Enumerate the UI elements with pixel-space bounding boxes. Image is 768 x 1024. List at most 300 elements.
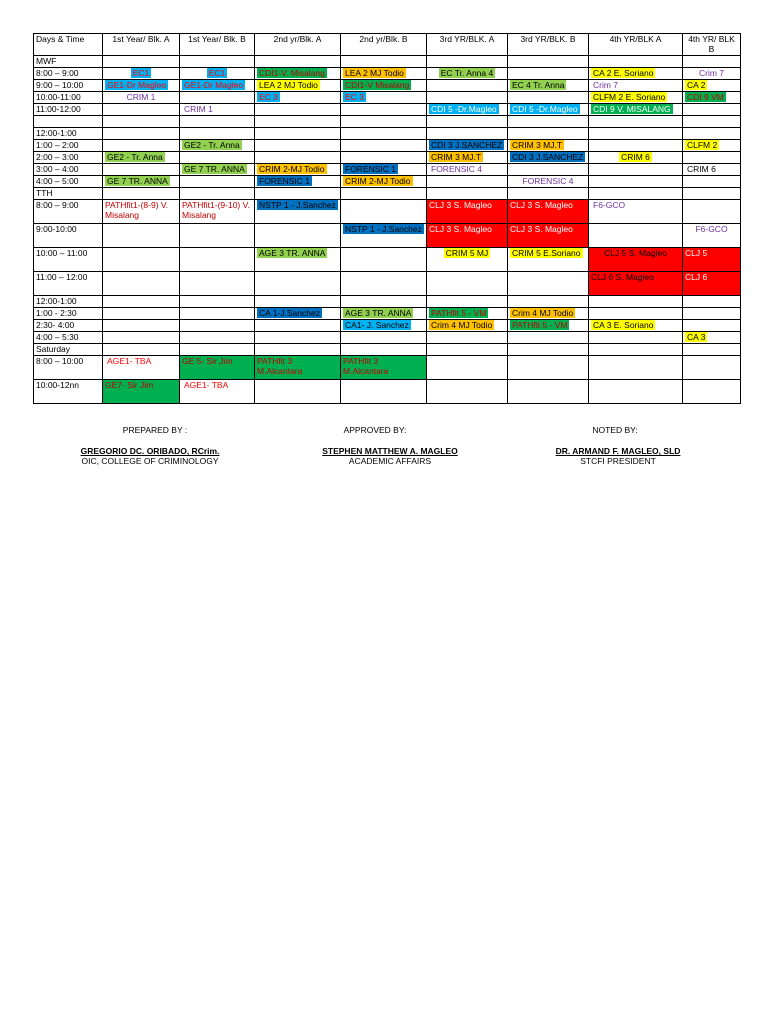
schedule-cell (589, 356, 683, 380)
schedule-cell: CLJ 6 S. Magleo (589, 272, 683, 296)
schedule-cell (255, 128, 341, 140)
schedule-cell (255, 56, 341, 68)
schedule-table (33, 33, 741, 404)
class-label: F6-GCO (593, 200, 626, 210)
schedule-cell (103, 344, 180, 356)
table-row (34, 344, 741, 356)
schedule-cell (683, 200, 741, 224)
table-row (34, 188, 741, 200)
schedule-cell (180, 92, 255, 104)
schedule-cell (683, 104, 741, 116)
schedule-cell (103, 296, 180, 308)
header-column-5: 3rd YR/BLK. A (427, 34, 508, 56)
approved-title: ACADEMIC AFFAIRS (348, 456, 432, 466)
schedule-cell (180, 188, 255, 200)
class-label: CRIM 3 MJ.T (431, 152, 482, 162)
schedule-cell: CLJ 6 (683, 272, 741, 296)
schedule-cell (683, 140, 741, 152)
class-label: CRIM 3 MJ.T (512, 140, 563, 150)
schedule-cell (683, 164, 741, 176)
schedule-cell (508, 356, 589, 380)
table-row (34, 176, 741, 188)
schedule-cell (180, 380, 255, 404)
schedule-cell (589, 332, 683, 344)
schedule-cell (341, 344, 427, 356)
schedule-cell (427, 116, 508, 128)
schedule-cell (589, 224, 683, 248)
prepared-signature (60, 446, 240, 466)
schedule-cell (427, 80, 508, 92)
time-cell: 11:00 – 12:00 (34, 272, 103, 296)
class-label: CDI1-V Misalang (345, 80, 410, 90)
schedule-cell: GE7- Sir Jim (103, 380, 180, 404)
schedule-cell (508, 56, 589, 68)
schedule-cell (255, 92, 341, 104)
schedule-cell (508, 296, 589, 308)
schedule-cell (103, 332, 180, 344)
schedule-cell (180, 320, 255, 332)
schedule-cell (103, 320, 180, 332)
header-column-3: 2nd yr/Blk. A (255, 34, 341, 56)
schedule-cell (255, 140, 341, 152)
schedule-cell (103, 104, 180, 116)
schedule-cell (103, 356, 180, 380)
prepared-name: GREGORIO DC. ORIBADO, RCrim. (80, 446, 220, 456)
schedule-cell (255, 320, 341, 332)
schedule-cell (427, 140, 508, 152)
schedule-cell: CLJ 3 S. Magleo (427, 224, 508, 248)
schedule-cell (508, 116, 589, 128)
class-label: FORENSIC 4 (431, 164, 483, 174)
schedule-cell (255, 296, 341, 308)
class-label: AGE 3 TR. ANNA (345, 308, 412, 318)
schedule-cell (683, 380, 741, 404)
schedule-cell (683, 128, 741, 140)
schedule-cell (589, 380, 683, 404)
class-label: Crim 7 (698, 68, 725, 78)
schedule-cell (341, 200, 427, 224)
schedule-cell: PATHfit 3 M.Alcantara (255, 356, 341, 380)
header-column-2: 1st Year/ Blk. B (180, 34, 255, 56)
time-cell: 4:00 – 5:30 (34, 332, 103, 344)
time-cell: Saturday (34, 344, 103, 356)
table-row (34, 248, 741, 272)
schedule-cell (683, 332, 741, 344)
class-label: CA 3 (687, 332, 706, 342)
time-cell: 8:00 – 9:00 (34, 68, 103, 80)
schedule-cell (341, 224, 427, 248)
schedule-cell (508, 344, 589, 356)
schedule-cell (427, 104, 508, 116)
schedule-cell (427, 176, 508, 188)
class-label: GE1-Dr Magleo (107, 80, 167, 90)
schedule-cell (341, 296, 427, 308)
approved-signature (300, 446, 480, 466)
class-label: CRIM 6 (687, 164, 716, 174)
class-label: GE 7 TR. ANNA (107, 176, 168, 186)
schedule-cell: GE 5- Sir Jim (180, 356, 255, 380)
class-label: CRIM 6 (621, 152, 650, 162)
schedule-cell (103, 188, 180, 200)
schedule-cell (341, 116, 427, 128)
class-label: FORENSIC 4 (522, 176, 574, 186)
time-cell: 11:00-12:00 (34, 104, 103, 116)
schedule-cell (180, 248, 255, 272)
schedule-cell (255, 200, 341, 224)
class-label: PATHfit 5 - VM (512, 320, 568, 330)
class-label: GE1-Dr Magleo (184, 80, 244, 90)
schedule-cell (255, 116, 341, 128)
schedule-cell (341, 380, 427, 404)
schedule-cell (103, 80, 180, 92)
schedule-cell (180, 104, 255, 116)
class-label: LEA 2 MJ Todio (259, 80, 318, 90)
class-label: GE2 - Tr. Anna (107, 152, 163, 162)
table-row (34, 128, 741, 140)
class-label: GE2 - Tr. Anna (184, 140, 240, 150)
schedule-cell (103, 176, 180, 188)
table-row (34, 164, 741, 176)
time-cell: 8:00 – 9:00 (34, 200, 103, 224)
class-label: EC 3 (259, 92, 278, 102)
approved-name: STEPHEN MATTHEW A. MAGLEO (322, 446, 458, 456)
class-label: GE 7 TR. ANNA (184, 164, 245, 174)
noted-label: NOTED BY: (592, 425, 638, 435)
class-label: Crim 4 MJ Todio (512, 308, 574, 318)
header-column-4: 2nd yr/Blk. B (341, 34, 427, 56)
schedule-cell (589, 320, 683, 332)
schedule-cell (341, 68, 427, 80)
class-label: AGE 3 TR. ANNA (259, 248, 326, 258)
time-cell: MWF (34, 56, 103, 68)
schedule-cell (589, 68, 683, 80)
schedule-cell (427, 56, 508, 68)
schedule-cell (683, 296, 741, 308)
class-label: CRIM 2-MJ Todio (259, 164, 325, 174)
schedule-cell (103, 68, 180, 80)
schedule-cell (180, 332, 255, 344)
schedule-cell (589, 176, 683, 188)
schedule-cell (341, 272, 427, 296)
table-row (34, 56, 741, 68)
schedule-cell (180, 56, 255, 68)
schedule-cell: CLJ 5 S. Magleo (589, 248, 683, 272)
schedule-cell (683, 308, 741, 320)
class-label: NSTP 1 - J.Sanchez (259, 200, 336, 210)
class-label: EC1 (132, 68, 150, 78)
schedule-cell (683, 68, 741, 80)
class-label: CRIM 1 (184, 104, 213, 114)
schedule-cell (103, 116, 180, 128)
prepared-label: PREPARED BY : (122, 425, 188, 435)
schedule-cell (341, 92, 427, 104)
schedule-cell (103, 224, 180, 248)
schedule-cell (180, 224, 255, 248)
class-label: F6-GCO (695, 224, 728, 234)
table-row (34, 320, 741, 332)
table-row (34, 68, 741, 80)
schedule-cell (589, 80, 683, 92)
schedule-cell (103, 56, 180, 68)
table-row (34, 224, 741, 248)
schedule-cell (255, 188, 341, 200)
schedule-cell (103, 92, 180, 104)
schedule-cell (180, 128, 255, 140)
schedule-cell (103, 308, 180, 320)
schedule-cell (103, 248, 180, 272)
schedule-cell (180, 140, 255, 152)
schedule-cell (103, 272, 180, 296)
header-column-1: 1st Year/ Blk. A (103, 34, 180, 56)
table-row (34, 272, 741, 296)
schedule-cell (589, 164, 683, 176)
schedule-cell (341, 140, 427, 152)
schedule-cell (683, 356, 741, 380)
time-cell: 4:00 – 5:00 (34, 176, 103, 188)
schedule-cell (341, 176, 427, 188)
schedule-cell (255, 152, 341, 164)
class-label: Crim 4 MJ Todio (431, 320, 493, 330)
schedule-cell (508, 332, 589, 344)
time-cell: 3:00 – 4:00 (34, 164, 103, 176)
time-cell: 2:00 – 3:00 (34, 152, 103, 164)
schedule-cell (341, 332, 427, 344)
schedule-cell (255, 224, 341, 248)
schedule-cell (255, 308, 341, 320)
schedule-cell (341, 80, 427, 92)
schedule-cell (427, 380, 508, 404)
schedule-cell (341, 104, 427, 116)
schedule-cell (683, 176, 741, 188)
schedule-cell: CLJ 3 S. Magleo (508, 224, 589, 248)
class-label: CDI 5 -Dr.Magleo (431, 104, 497, 114)
time-cell: 2:30- 4:00 (34, 320, 103, 332)
noted-signature (528, 446, 708, 466)
class-label: CA 2 E. Soriano (593, 68, 654, 78)
class-label: CDI 5 -Dr.Magleo (512, 104, 578, 114)
schedule-cell (180, 344, 255, 356)
schedule-cell (427, 296, 508, 308)
schedule-cell (508, 140, 589, 152)
class-label: NSTP 1 - J.Sanchez (345, 224, 422, 234)
table-row (34, 380, 741, 404)
table-row (34, 356, 741, 380)
schedule-cell (180, 152, 255, 164)
schedule-cell (255, 164, 341, 176)
header-row (34, 34, 741, 56)
schedule-cell (683, 344, 741, 356)
class-label: CLFM 2 E. Soriano (593, 92, 666, 102)
schedule-cell (508, 128, 589, 140)
schedule-cell (427, 320, 508, 332)
table-row (34, 116, 741, 128)
schedule-cell (508, 188, 589, 200)
noted-title: STCFI PRESIDENT (580, 456, 656, 466)
class-label: CA1- J. Sanchez (345, 320, 409, 330)
schedule-cell (589, 296, 683, 308)
schedule-cell (255, 176, 341, 188)
schedule-cell (341, 164, 427, 176)
time-cell: 9:00-10:00 (34, 224, 103, 248)
schedule-cell (589, 200, 683, 224)
table-row (34, 296, 741, 308)
table-row (34, 332, 741, 344)
table-row (34, 104, 741, 116)
schedule-cell (508, 104, 589, 116)
schedule-cell (180, 164, 255, 176)
schedule-cell (508, 308, 589, 320)
class-label: CDI 9 VM (687, 92, 724, 102)
class-label: EC 3 (345, 92, 364, 102)
schedule-cell (180, 296, 255, 308)
time-cell: 1:00 – 2:00 (34, 140, 103, 152)
schedule-cell (508, 152, 589, 164)
class-label: CDI 9 V. MISALANG (593, 104, 671, 114)
schedule-cell (683, 80, 741, 92)
schedule-cell (589, 308, 683, 320)
time-cell: 10:00-11:00 (34, 92, 103, 104)
schedule-cell (341, 320, 427, 332)
schedule-cell (180, 272, 255, 296)
schedule-cell (427, 332, 508, 344)
schedule-cell (341, 248, 427, 272)
table-row (34, 152, 741, 164)
schedule-cell (180, 68, 255, 80)
time-cell: TTH (34, 188, 103, 200)
schedule-cell (683, 116, 741, 128)
class-label: FORENSIC 1 (259, 176, 311, 186)
class-label: CRIM 1 (126, 92, 156, 102)
noted-name: DR. ARMAND F. MAGLEO, SLD (555, 446, 681, 456)
time-cell: 8:00 – 10:00 (34, 356, 103, 380)
schedule-cell (341, 308, 427, 320)
prepared-title: OIC, COLLEGE OF CRIMINOLOGY (81, 456, 219, 466)
schedule-cell (427, 152, 508, 164)
schedule-cell (427, 248, 508, 272)
schedule-cell (508, 248, 589, 272)
class-label: EC Tr. Anna 4 (440, 68, 494, 78)
table-row (34, 308, 741, 320)
schedule-cell (508, 80, 589, 92)
class-label: CRIM 5 E.Soriano (512, 248, 581, 258)
schedule-cell (508, 176, 589, 188)
schedule-cell (589, 56, 683, 68)
schedule-cell (508, 68, 589, 80)
class-label: CA 2 (687, 80, 706, 90)
schedule-cell (427, 356, 508, 380)
time-cell: 1:00 - 2:30 (34, 308, 103, 320)
class-label: CLFM 2 (687, 140, 718, 150)
schedule-cell (589, 152, 683, 164)
schedule-cell (180, 116, 255, 128)
time-cell: 12:00-1:00 (34, 296, 103, 308)
schedule-cell (589, 344, 683, 356)
schedule-cell (103, 164, 180, 176)
schedule-cell (589, 188, 683, 200)
schedule-cell (683, 224, 741, 248)
schedule-cell (427, 272, 508, 296)
time-cell: 10:00 – 11:00 (34, 248, 103, 272)
schedule-cell (255, 68, 341, 80)
schedule-cell (589, 128, 683, 140)
class-label: Crim 7 (593, 80, 619, 90)
class-label: AGE1- TBA (184, 380, 229, 390)
table-row (34, 140, 741, 152)
schedule-cell (255, 332, 341, 344)
schedule-cell (427, 344, 508, 356)
schedule-cell (255, 104, 341, 116)
schedule-cell (341, 56, 427, 68)
approved-label: APPROVED BY: (343, 425, 407, 435)
class-label: LEA 2 MJ Todio (345, 68, 404, 78)
schedule-cell (589, 104, 683, 116)
header-days-time: Days & Time (34, 34, 103, 56)
schedule-cell (683, 56, 741, 68)
schedule-cell (427, 68, 508, 80)
schedule-cell (180, 176, 255, 188)
class-label: EC 4 Tr. Anna (512, 80, 565, 90)
time-cell: 9:00 – 10:00 (34, 80, 103, 92)
class-label: CDI 3 J.SANCHEZ (512, 152, 584, 162)
class-label: CRIM 5 MJ (445, 248, 489, 258)
schedule-cell: CLJ 3 S. Magleo (508, 200, 589, 224)
schedule-cell (103, 152, 180, 164)
schedule-cell: CLJ 5 (683, 248, 741, 272)
class-label: AGE1- TBA (107, 356, 152, 366)
class-label: CA 1-J.Sanchez (259, 308, 320, 318)
schedule-cell (427, 128, 508, 140)
header-column-8: 4th YR/ BLK B (683, 34, 741, 56)
schedule-cell (255, 272, 341, 296)
schedule-cell (341, 128, 427, 140)
header-column-6: 3rd YR/BLK. B (508, 34, 589, 56)
table-row (34, 92, 741, 104)
schedule-cell (180, 80, 255, 92)
schedule-cell (103, 140, 180, 152)
schedule-cell: PATHfit1-(9-10) V. Misalang (180, 200, 255, 224)
schedule-cell (508, 380, 589, 404)
schedule-cell (589, 92, 683, 104)
class-label: CRIM 2-MJ Todio (345, 176, 411, 186)
schedule-cell (589, 140, 683, 152)
schedule-cell (589, 116, 683, 128)
schedule-cell (341, 188, 427, 200)
class-label: CDI1-V. Misalang (259, 68, 325, 78)
schedule-cell (255, 344, 341, 356)
schedule-cell (341, 152, 427, 164)
schedule-cell: PATHfit1-(8-9) V. Misalang (103, 200, 180, 224)
schedule-cell (508, 320, 589, 332)
class-label: CDI 3 J.SANCHEZ (431, 140, 503, 150)
schedule-cell (683, 152, 741, 164)
schedule-cell (255, 248, 341, 272)
schedule-cell (508, 92, 589, 104)
table-row (34, 200, 741, 224)
time-cell (34, 116, 103, 128)
schedule-cell (427, 308, 508, 320)
schedule-cell (427, 92, 508, 104)
schedule-cell (103, 128, 180, 140)
schedule-cell (508, 272, 589, 296)
schedule-cell (683, 188, 741, 200)
schedule-cell (180, 308, 255, 320)
time-cell: 12:00-1:00 (34, 128, 103, 140)
class-label: CA 3 E. Soriano (593, 320, 654, 330)
schedule-cell (427, 164, 508, 176)
schedule-cell: PATHfit 3 M.Alcantara (341, 356, 427, 380)
schedule-cell (255, 380, 341, 404)
class-label: FORENSIC 1 (345, 164, 397, 174)
